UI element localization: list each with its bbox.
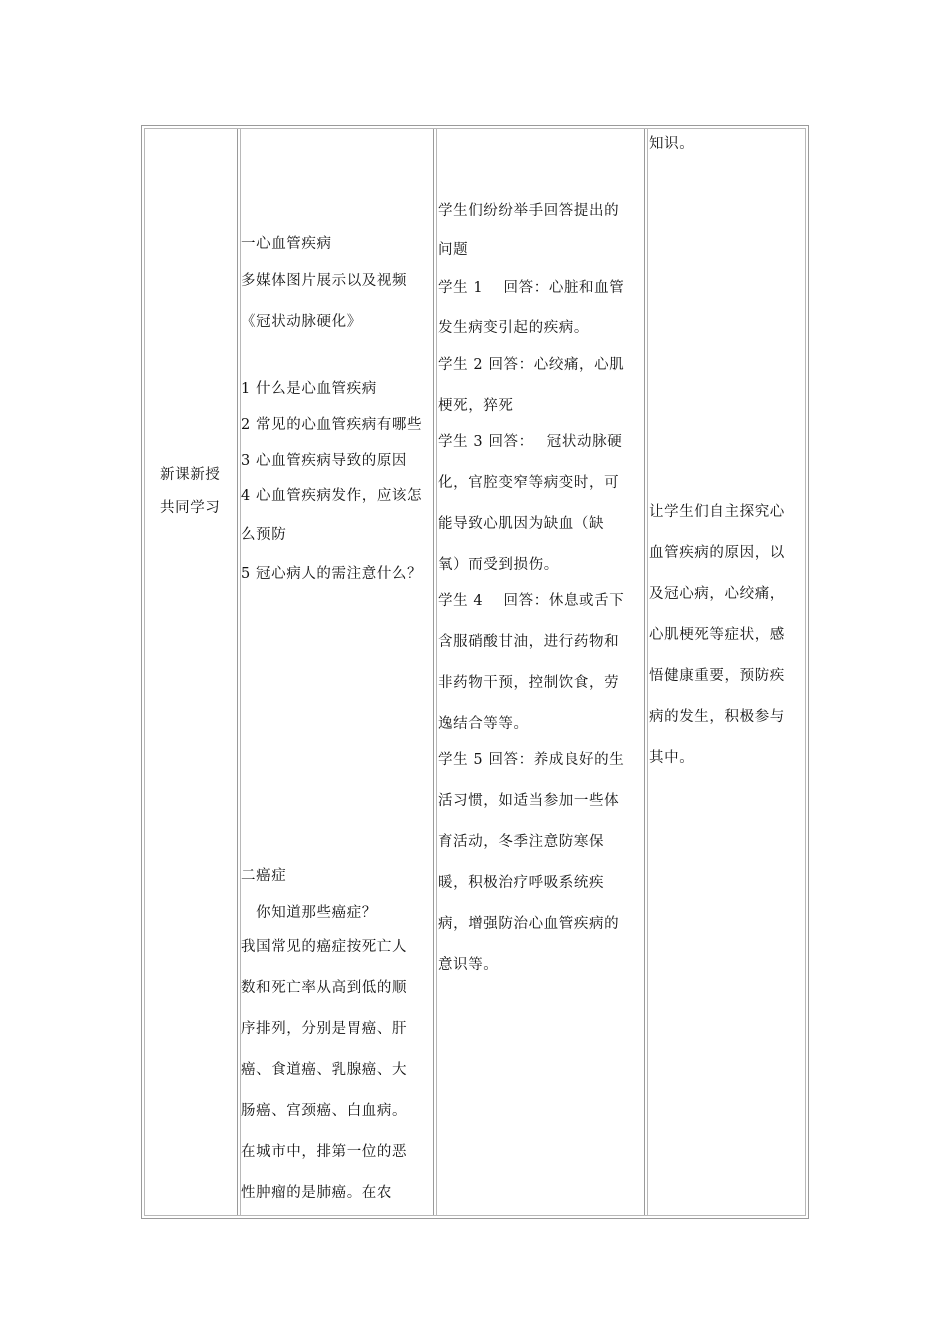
activity-line: 逸结合等等。 xyxy=(438,716,529,732)
activity-line: 学生 5 回答：养成良好的生 xyxy=(438,752,625,768)
content-line: 二癌症 xyxy=(241,868,287,884)
intent-line: 及冠心病，心绞痛， xyxy=(649,586,785,602)
activity-line: 梗死，猝死 xyxy=(438,398,514,414)
content-line: 1 什么是心血管疾病 xyxy=(241,381,377,397)
stage-label-line: 新课新授 xyxy=(160,467,221,483)
content-line: 序排列，分别是胃癌、肝 xyxy=(241,1021,408,1037)
activity-line: 学生 4 回答：休息或舌下 xyxy=(438,593,625,609)
content-line: 性肿瘤的是肺癌。在农 xyxy=(241,1185,392,1201)
intent-line: 悟健康重要，预防疾 xyxy=(649,668,785,684)
activity-line: 非药物干预，控制饮食，劳 xyxy=(438,675,620,691)
intent-line: 心肌梗死等症状，感 xyxy=(649,627,785,643)
activity-line: 学生 2 回答：心绞痛，心肌 xyxy=(438,357,625,373)
activity-line: 暖，积极治疗呼吸系统疾 xyxy=(438,875,605,891)
activity-line: 能导致心肌因为缺血（缺 xyxy=(438,516,605,532)
activity-line: 育活动，冬季注意防寒保 xyxy=(438,834,605,850)
activity-line: 活习惯，如适当参加一些体 xyxy=(438,793,620,809)
stage-label-line: 共同学习 xyxy=(160,500,221,516)
activity-line: 含服硝酸甘油，进行药物和 xyxy=(438,634,620,650)
activity-line: 学生们纷纷举手回答提出的 xyxy=(438,203,620,219)
content-line: 一心血管疾病 xyxy=(241,236,332,252)
content-line: 《冠状动脉硬化》 xyxy=(241,314,362,330)
activity-line: 氧）而受到损伤。 xyxy=(438,557,559,573)
content-line: 4 心血管疾病发作，应该怎 xyxy=(241,488,423,504)
intent-line: 知识。 xyxy=(649,136,695,152)
content-line: 在城市中，排第一位的恶 xyxy=(241,1144,408,1160)
intent-line: 血管疾病的原因，以 xyxy=(649,545,785,561)
content-line: 我国常见的癌症按死亡人 xyxy=(241,939,408,955)
content-line: 癌、食道癌、乳腺癌、大 xyxy=(241,1062,408,1078)
content-line: 5 冠心病人的需注意什么？ xyxy=(241,566,423,582)
activity-line: 学生 1 回答：心脏和血管 xyxy=(438,280,625,296)
content-line: 肠癌、宫颈癌、白血病。 xyxy=(241,1103,408,1119)
activity-line: 意识等。 xyxy=(438,957,499,973)
intent-line: 病的发生，积极参与 xyxy=(649,709,785,725)
content-line: 3 心血管疾病导致的原因 xyxy=(241,453,408,469)
activity-line: 发生病变引起的疾病。 xyxy=(438,320,589,336)
content-line: 你知道那些癌症？ xyxy=(241,905,377,921)
column-divider xyxy=(433,129,437,1215)
activity-line: 问题 xyxy=(438,242,469,258)
content-line: 么预防 xyxy=(241,527,287,543)
column-divider xyxy=(644,129,648,1215)
column-divider xyxy=(237,129,241,1215)
content-line: 2 常见的心血管疾病有哪些 xyxy=(241,417,423,433)
content-line: 数和死亡率从高到低的顺 xyxy=(241,980,408,996)
activity-line: 学生 3 回答： 冠状动脉硬 xyxy=(438,434,623,450)
intent-line: 让学生们自主探究心 xyxy=(649,504,785,520)
activity-line: 病，增强防治心血管疾病的 xyxy=(438,916,620,932)
activity-line: 化，官腔变窄等病变时，可 xyxy=(438,475,620,491)
content-line: 多媒体图片展示以及视频 xyxy=(241,273,408,289)
intent-line: 其中。 xyxy=(649,750,695,766)
